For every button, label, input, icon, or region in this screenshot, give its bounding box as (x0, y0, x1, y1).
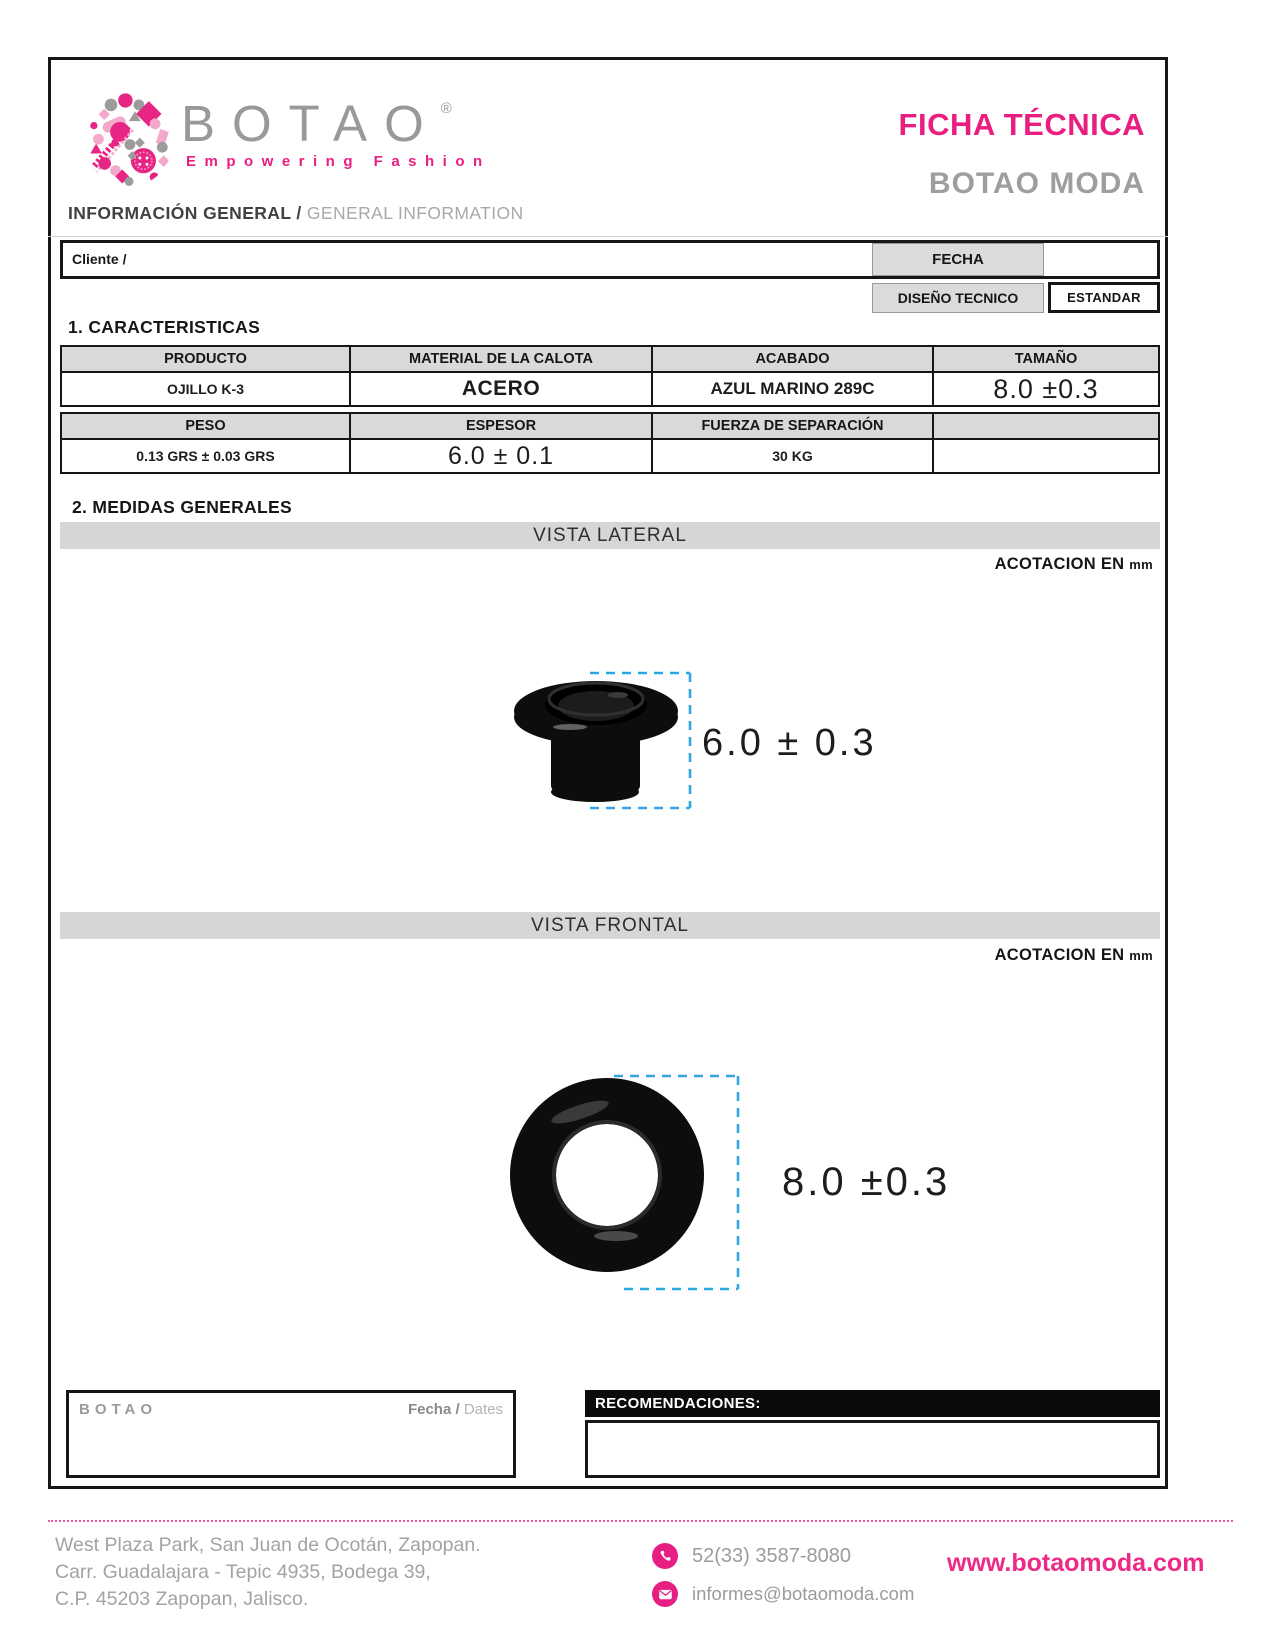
address-line: C.P. 45203 Zapopan, Jalisco. (55, 1588, 309, 1610)
acotacion-unit: mm (1129, 948, 1153, 963)
heading-rule (48, 236, 1168, 237)
caracteristicas-table-2 (60, 412, 1160, 474)
envelope-icon (652, 1581, 678, 1607)
acotacion-text: ACOTACION EN (994, 555, 1130, 573)
brand-name-text: BOTAO (181, 95, 441, 152)
diseno-tecnico-value-cell: ESTANDAR (1048, 282, 1160, 313)
table1-header-tamano: TAMAÑO (934, 345, 1160, 373)
info-heading-en: GENERAL INFORMATION (306, 203, 524, 223)
table2-header-peso: PESO (60, 412, 351, 440)
address-line: Carr. Guadalajara - Tepic 4935, Bodega 39, (55, 1561, 431, 1583)
acotacion-note-lateral (995, 555, 1153, 574)
info-heading-es: INFORMACIÓN GENERAL / (68, 203, 307, 223)
registered-mark: ® (440, 100, 452, 117)
cliente-label: Cliente / (72, 251, 127, 267)
table2-header-fuerza: FUERZA DE SEPARACIÓN (653, 412, 934, 440)
acotacion-unit: mm (1129, 557, 1153, 572)
footer-dotted-rule (48, 1520, 1233, 1522)
fecha-label: Fecha / (407, 1401, 464, 1418)
footer-phone-number: 52(33) 3587-8080 (692, 1544, 852, 1567)
footer-website: www.botaomoda.com (947, 1549, 1205, 1577)
table1-value-material: ACERO (351, 373, 653, 407)
acotacion-note-frontal (995, 946, 1153, 965)
signature-box-date-label (408, 1401, 503, 1418)
dimension-bracket-frontal (608, 1074, 744, 1292)
caracteristicas-heading: 1. CARACTERISTICAS (68, 317, 261, 337)
table1-header-producto: PRODUCTO (60, 345, 351, 373)
general-information-heading (68, 203, 524, 224)
doc-title: FICHA TÉCNICA (898, 107, 1145, 142)
address-line: West Plaza Park, San Juan de Ocotán, Zapopan. (55, 1534, 481, 1556)
table1-value-producto: OJILLO K-3 (60, 373, 351, 407)
footer-email-address: informes@botaomoda.com (692, 1583, 915, 1604)
table2-header-espesor: ESPESOR (351, 412, 653, 440)
vista-lateral-bar: VISTA LATERAL (60, 522, 1160, 549)
doc-subtitle: BOTAO MODA (928, 167, 1145, 200)
table2-value-peso: 0.13 GRS ± 0.03 GRS (60, 440, 351, 474)
diseno-tecnico-header-cell: DISEÑO TECNICO (872, 283, 1044, 313)
table2-value-fuerza: 30 KG (653, 440, 934, 474)
vista-frontal-bar: VISTA FRONTAL (60, 912, 1160, 939)
recomendaciones-box (585, 1420, 1160, 1478)
botao-signature-box (66, 1390, 516, 1478)
dimension-bracket-lateral (588, 671, 694, 811)
signature-box-brand-label: BOTAO (79, 1401, 158, 1418)
brand-tagline: Empowering Fashion (186, 153, 491, 170)
table2-value-espesor: 6.0 ± 0.1 (351, 440, 653, 474)
medidas-heading: 2. MEDIDAS GENERALES (72, 497, 292, 517)
dates-label: Dates (463, 1401, 503, 1418)
table1-header-acabado: ACABADO (653, 345, 934, 373)
footer-phone-row (652, 1543, 851, 1569)
fecha-header-cell: FECHA (872, 243, 1044, 276)
dimension-label-lateral: 6.0 ± 0.3 (702, 722, 877, 764)
recomendaciones-header-bar: RECOMENDACIONES: (585, 1390, 1160, 1417)
acotacion-text: ACOTACION EN (994, 946, 1130, 964)
table1-value-acabado: AZUL MARINO 289C (653, 373, 934, 407)
dimension-label-frontal: 8.0 ±0.3 (782, 1160, 951, 1204)
brand-wordmark (181, 94, 452, 153)
footer-address (55, 1532, 481, 1613)
table1-value-tamano: 8.0 ±0.3 (934, 373, 1160, 407)
footer-email-row (652, 1581, 914, 1607)
botao-mosaic-logo-icon (84, 90, 174, 190)
caracteristicas-table-1 (60, 345, 1160, 407)
table1-header-material: MATERIAL DE LA CALOTA (351, 345, 653, 373)
table2-header-empty (934, 412, 1160, 440)
phone-icon (652, 1543, 678, 1569)
table2-value-empty (934, 440, 1160, 474)
